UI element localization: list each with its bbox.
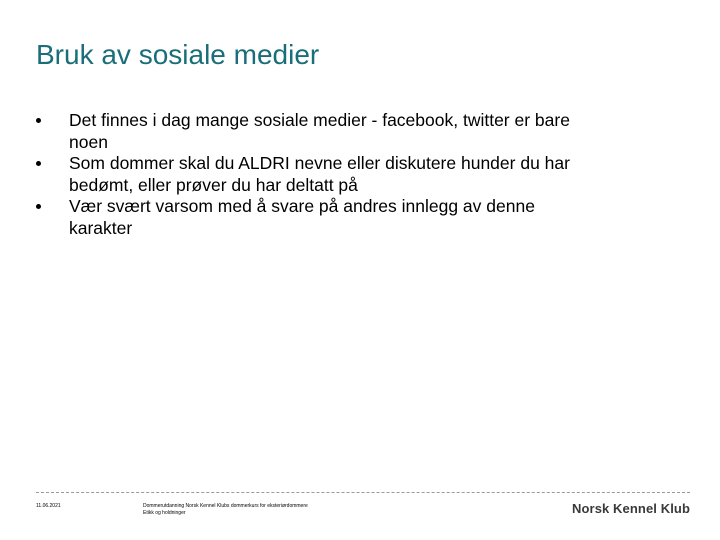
- slide-title: Bruk av sosiale medier: [36, 39, 320, 70]
- bullet-text: Vær svært varsom med å svare på andres innlegg av denne karakter: [69, 196, 535, 238]
- footer-text: [143, 503, 363, 517]
- footer-divider: [36, 492, 690, 493]
- bullet-item: [36, 110, 596, 153]
- bullet-item: [36, 196, 596, 239]
- bullet-dot-icon: [36, 161, 41, 166]
- bullet-text: Som dommer skal du ALDRI nevne eller diskutere hunder du har bedømt, eller prøver du har deltatt på: [69, 153, 570, 195]
- bullet-list: [36, 110, 596, 239]
- footer-logo: Norsk Kennel Klub: [572, 501, 690, 516]
- bullet-text: Det finnes i dag mange sosiale medier - facebook, twitter er bare noen: [69, 110, 570, 152]
- bullet-item: [36, 153, 596, 196]
- footer-date: 11.06.2021: [36, 503, 61, 509]
- footer-line-2: Etikk og holdninger: [143, 510, 186, 516]
- bullet-dot-icon: [36, 118, 41, 123]
- footer-line-1: Dommerutdanning Norsk Kennel Klubs dommerkurs for eksteriørdommere: [143, 503, 308, 509]
- bullet-dot-icon: [36, 204, 41, 209]
